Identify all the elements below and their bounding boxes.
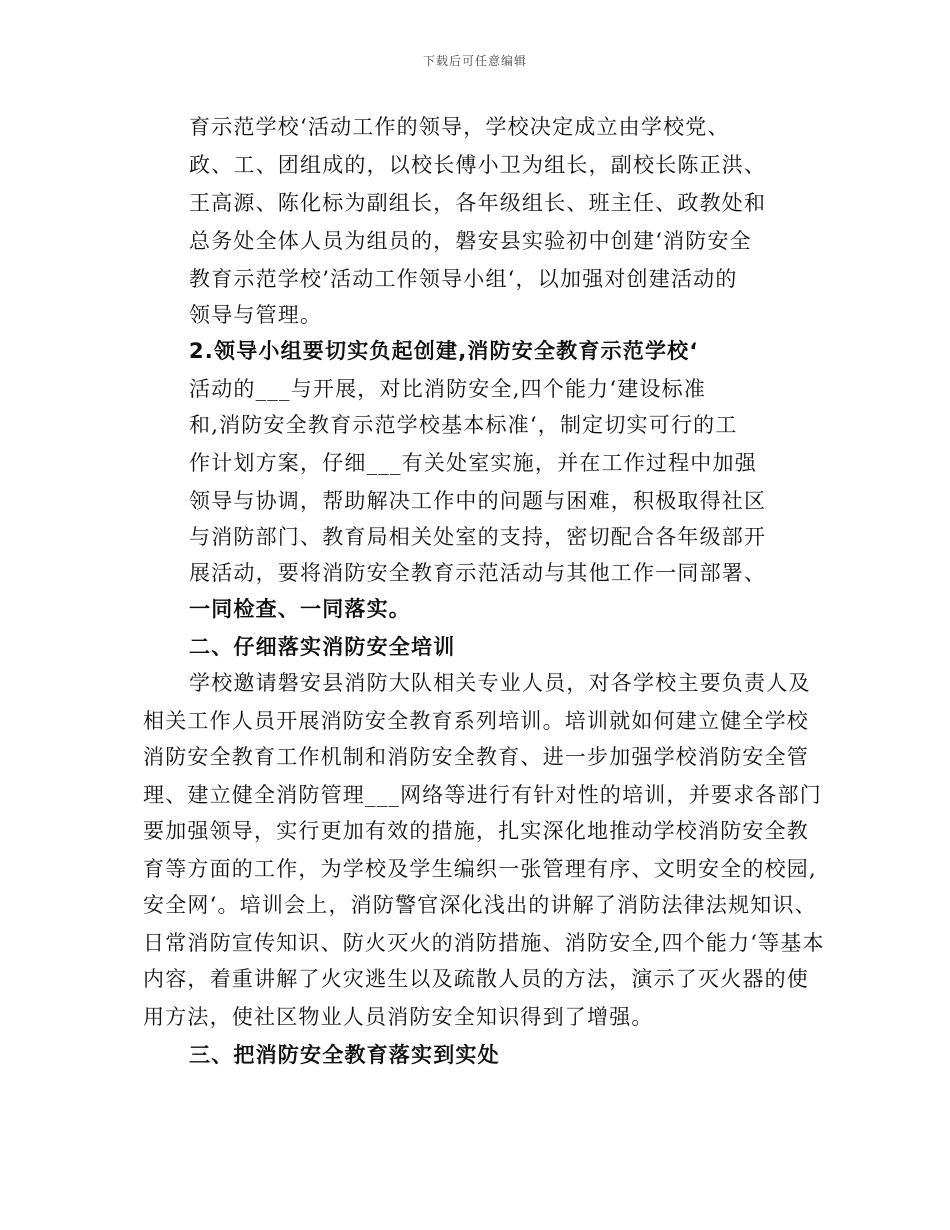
paragraph-line: 活动的___与开展，对比消防安全,四个能力‘建设标准 [189,377,707,401]
paragraph-line: 相关工作人员开展消防安全教育系列培训。培训就如何建立健全学校 [143,709,809,733]
paragraph-line: 理、建立健全消防管理___网络等进行有针对性的培训，并要求各部门 [143,783,822,807]
paragraph-line-emphasis: 一同检查、一同落实。 [189,597,411,621]
paragraph-line: 学校邀请磐安县消防大队相关专业人员，对各学校主要负责人及 [189,671,811,695]
paragraph-line: 展活动，要将消防安全教育示范活动与其他工作一同部署、 [189,561,767,585]
paragraph-line: 内容，着重讲解了火灾逃生以及疏散人员的方法，演示了灭火器的使 [143,967,809,991]
section-heading: 二、仔细落实消防安全培训 [189,635,456,659]
paragraph-line: 用方法，使社区物业人员消防安全知识得到了增强。 [143,1005,654,1029]
paragraph-line: 政、工、团组成的，以校长傅小卫为组长，副校长陈正洪、 [189,153,767,177]
paragraph-line: 作计划方案，仔细___有关处室实施，并在工作过程中加强 [189,451,757,475]
paragraph-line: 总务处全体人员为组员的，磐安县实验初中创建‘消防安全 [189,229,752,253]
paragraph-line: 日常消防宣传知识、防火灭火的消防措施、消防安全,四个能力‘等基本 [143,931,825,955]
paragraph-line: 消防安全教育工作机制和消防安全教育、进一步加强学校消防安全管 [143,745,809,769]
paragraph-line: 领导与管理。 [189,303,323,327]
paragraph-line: 教育示范学校’活动工作领导小组‘，以加强对创建活动的 [189,267,738,291]
paragraph-line: 要加强领导，实行更加有效的措施，扎实深化地推动学校消防安全教 [143,819,809,843]
paragraph-line: 育等方面的工作，为学校及学生编织一张管理有序、文明安全的校园, [143,857,817,881]
section-heading: 三、把消防安全教育落实到实处 [189,1043,500,1067]
paragraph-line: 领导与协调，帮助解决工作中的问题与困难，积极取得社区 [189,489,767,513]
item-title: 2.领导小组要切实负起创建,消防安全教育示范学校‘ [189,339,699,363]
page-header-note: 下载后可任意编辑 [422,54,527,68]
paragraph-line: 育示范学校‘活动工作的领导，学校决定成立由学校党、 [189,115,730,139]
paragraph-line: 与消防部门、教育局相关处室的支持，密切配合各年级部开 [189,525,767,549]
paragraph-line: 王高源、陈化标为副组长，各年级组长、班主任、政教处和 [189,191,767,215]
paragraph-line: 安全网‘。培训会上，消防警官深化浅出的讲解了消防法律法规知识、 [143,893,817,917]
paragraph-line: 和,消防安全教育示范学校基本标准‘，制定切实可行的工 [189,413,738,437]
